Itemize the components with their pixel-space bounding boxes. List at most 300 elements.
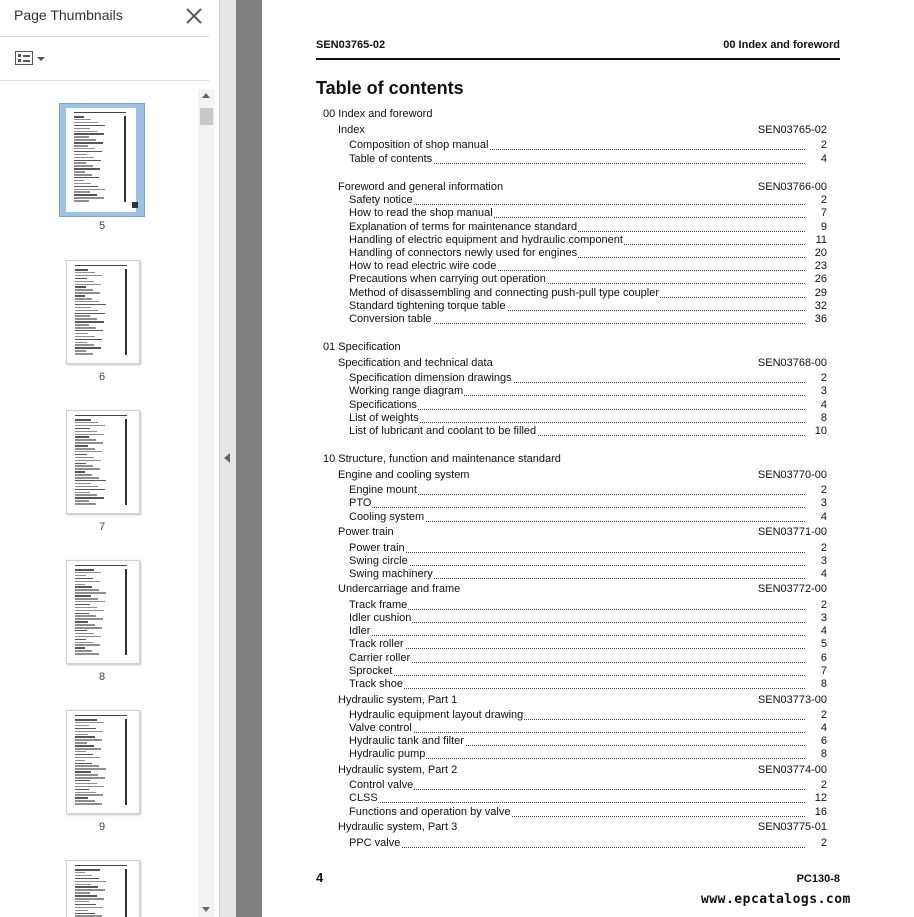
toc-entry-page: 7 [820, 207, 827, 219]
thumbnail-text-line [75, 572, 101, 574]
thumbnail-text-line [75, 336, 95, 338]
thumbnail-text-line [75, 719, 97, 721]
thumbnail-header-line [74, 112, 126, 113]
thumbnail-text-line [75, 465, 93, 467]
thumbnail-page-label: 9 [98, 821, 106, 833]
thumbnail-text-line [74, 165, 93, 167]
toc-section-code: SEN03768-00 [757, 357, 827, 369]
thumbnail-text-line [75, 792, 96, 794]
thumbnail-text-line [75, 604, 90, 606]
thumbnail-text-line [75, 627, 102, 629]
toc-entry-page: 4 [820, 511, 827, 523]
thumbnail-text-line [75, 425, 105, 427]
toc-section [338, 821, 828, 834]
toc-entry-title: Valve control [349, 722, 412, 734]
toc-section [338, 694, 828, 707]
thumbnail-text-line [75, 803, 102, 805]
thumbnail-text-line [75, 284, 101, 286]
toc-entry-title: Engine mount [349, 484, 417, 496]
toc-entry-page: 2 [820, 194, 827, 206]
toc-entry-title: Hydraulic tank and filter [349, 735, 464, 747]
thumbnail-text-line [75, 647, 85, 649]
thumbnail-text-line [75, 451, 102, 453]
thumbnail-page-image [67, 411, 139, 513]
thumbnail-text-line [75, 460, 101, 462]
thumbnail-text-line [75, 342, 87, 344]
toc-entry-page: 5 [820, 638, 827, 650]
thumbnail-text-line [75, 315, 90, 317]
thumbnail-page-image [67, 711, 139, 813]
dot-leader [349, 552, 805, 553]
thumbnail-text-line [74, 136, 89, 138]
thumbnail-text-line [75, 578, 93, 580]
thumbnail-text-line [74, 145, 88, 147]
toc-entry-page: 8 [820, 748, 827, 760]
toc-entry-title: Idler cushion [349, 612, 412, 624]
thumbnail-text-line [75, 428, 90, 430]
toc-entry [349, 300, 829, 313]
thumbnail-page-label: 5 [98, 220, 106, 232]
thumbnail-text-line [75, 272, 95, 274]
thumbnail-text-line [75, 895, 97, 897]
toc-entry [349, 247, 829, 260]
toc-entry [349, 779, 829, 792]
toc-entry-page: 2 [820, 779, 827, 791]
table-of-contents [262, 0, 914, 917]
thumbnail-text-line [75, 736, 95, 738]
thumbnail-text-line [74, 142, 103, 144]
thumbnail-list [0, 81, 197, 917]
toc-entry-title: Carrier roller [349, 652, 411, 664]
toc-entry-title: How to read the shop manual [349, 207, 493, 219]
thumbnail-page-column [125, 269, 127, 355]
toc-entry-page: 3 [820, 497, 827, 509]
thumbnail-text-line [75, 774, 98, 776]
toc-section-code: SEN03766-00 [757, 181, 827, 193]
thumbnail-text-line [75, 754, 93, 756]
toc-entry [349, 625, 829, 638]
dot-leader [349, 507, 805, 508]
thumbnail-text-line [75, 278, 87, 280]
thumbnail-text-line [74, 151, 102, 153]
thumbnail-text-line [75, 434, 104, 436]
toc-entry [349, 542, 829, 555]
thumbnail-text-line [74, 197, 104, 199]
thumbnail-text-line [75, 500, 89, 502]
toc-entry [349, 412, 829, 425]
toc-section [338, 181, 828, 194]
thumbnail-text-line [75, 881, 106, 883]
toc-entry-page: 2 [820, 599, 827, 611]
toc-entry-title: Handling of connectors newly used for engines [349, 247, 578, 259]
toc-entry-page: 36 [814, 313, 827, 325]
toc-entry-page: 3 [820, 385, 827, 397]
thumbnail-text-line [75, 581, 100, 583]
toc-entry [349, 194, 829, 207]
thumbnail-text-line [74, 186, 98, 188]
thumbnail-text-line [75, 448, 95, 450]
toc-section-code: SEN03775-01 [757, 821, 827, 833]
thumbnail-text-line [74, 133, 104, 135]
toc-entry-title: Explanation of terms for maintenance standard [349, 221, 578, 233]
thumbnail-page-image [67, 861, 139, 917]
page-thumbnail[interactable] [66, 260, 140, 364]
thumbnail-text-line [74, 183, 91, 185]
scroll-down-icon[interactable] [202, 907, 210, 912]
toc-section [338, 357, 828, 370]
toc-section-code: SEN03772-00 [757, 583, 827, 595]
thumbnail-text-line [75, 615, 96, 617]
toc-entry [349, 260, 829, 273]
toc-entry-page: 8 [820, 678, 827, 690]
thumbnail-text-line [75, 275, 102, 277]
thumbnail-text-line [75, 575, 86, 577]
thumbnail-text-line [75, 419, 91, 421]
thumbnail-text-line [74, 116, 84, 118]
thumbnail-text-line [74, 160, 101, 162]
thumbnail-text-line [75, 339, 102, 341]
thumbnail-text-line [75, 483, 91, 485]
toc-entry-title: Sprocket [349, 665, 393, 677]
toc-entry-title: Track shoe [349, 678, 404, 690]
thumbnail-text-line [75, 734, 88, 736]
thumbnail-text-line [74, 131, 97, 133]
toc-entry-page: 9 [820, 221, 827, 233]
toc-section-title: Index [338, 124, 365, 136]
toc-entry-page: 26 [814, 273, 827, 285]
thumbnails-panel [0, 0, 220, 917]
toc-entry-title: Power train [349, 542, 405, 554]
thumbnail-text-line [75, 777, 105, 779]
thumbnail-text-line [75, 901, 89, 903]
toc-entry-page: 2 [820, 484, 827, 496]
dot-leader [349, 565, 805, 566]
thumbnail-text-line [75, 318, 97, 320]
toc-entry-page: 12 [814, 792, 827, 804]
thumbnail-text-line [75, 636, 101, 638]
thumbnail-text-line [75, 457, 94, 459]
toc-entry [349, 425, 829, 438]
toc-group-heading: 01 Specification [323, 341, 401, 353]
thumbnail-text-line [75, 324, 89, 326]
toc-entry-page: 11 [815, 234, 827, 246]
thumbnail-text-line [74, 162, 86, 164]
thumbnail-page-label: 6 [98, 371, 106, 383]
thumbnail-text-line [74, 174, 92, 176]
toc-entry-title: Hydraulic equipment layout drawing [349, 709, 524, 721]
thumbnail-header-line [75, 715, 127, 716]
toc-section-title: Hydraulic system, Part 3 [338, 821, 458, 833]
thumbnail-text-line [75, 298, 92, 300]
thumbnail-text-line [75, 757, 100, 759]
thumbnail-text-line [75, 745, 94, 747]
toc-entry-title: Cooling system [349, 511, 425, 523]
toc-section-title: Hydraulic system, Part 1 [338, 694, 458, 706]
toc-entry [349, 735, 829, 748]
thumbnail-text-line [75, 869, 100, 871]
toc-entry [349, 399, 829, 412]
toc-entry-title: Working range diagram [349, 385, 464, 397]
thumbnail-text-line [75, 768, 106, 770]
thumbnail-text-line [75, 463, 86, 465]
thumbnail-text-line [75, 494, 97, 496]
thumbnail-page-image [67, 261, 139, 363]
thumbnail-page-label: 7 [98, 521, 106, 533]
thumbnail-text-line [75, 595, 91, 597]
thumbnail-text-line [75, 468, 100, 470]
header-section-title: 00 Index and foreword [723, 39, 840, 51]
thumbnail-text-line [75, 884, 91, 886]
toc-entry-page: 10 [814, 425, 827, 437]
thumbnail-text-line [74, 128, 90, 130]
thumbnail-text-line [74, 119, 91, 121]
thumbnail-text-line [75, 780, 90, 782]
thumbnail-page-column [124, 116, 126, 202]
toc-entry-title: List of lubricant and coolant to be filled [349, 425, 537, 437]
thumbnail-text-line [75, 569, 94, 571]
toc-entry-title: Table of contents [349, 153, 433, 165]
thumbnail-text-line [75, 592, 106, 594]
thumbnail-text-line [75, 886, 98, 888]
toc-entry [349, 372, 829, 385]
thumbnail-text-line [74, 200, 89, 202]
toc-entry [349, 652, 829, 665]
thumbnail-text-line [75, 442, 103, 444]
toc-group-heading: 00 Index and foreword [323, 108, 433, 120]
panel-splitter[interactable] [220, 0, 236, 917]
thumbnail-text-line [75, 644, 100, 646]
thumbnail-text-line [75, 454, 87, 456]
thumbnail-text-line [75, 289, 93, 291]
scroll-up-icon[interactable] [202, 93, 210, 98]
thumbnail-text-line [75, 904, 96, 906]
page-thumbnail[interactable] [66, 560, 140, 664]
dot-leader [349, 847, 805, 848]
thumbnail-text-line [75, 347, 101, 349]
toc-entry [349, 555, 829, 568]
toc-entry [349, 709, 829, 722]
toc-entry-title: PPC valve [349, 837, 401, 849]
thumbnail-text-line [75, 313, 105, 315]
page-title: Table of contents [316, 78, 464, 98]
toc-section [338, 469, 828, 482]
thumbnail-text-line [74, 139, 96, 141]
toc-entry [349, 678, 829, 691]
dot-leader [349, 204, 805, 205]
toc-entry [349, 568, 829, 581]
thumbnail-text-line [74, 154, 87, 156]
thumbnail-text-line [75, 639, 86, 641]
close-icon[interactable] [183, 5, 205, 27]
thumbnail-text-line [75, 584, 85, 586]
thumbnail-text-line [75, 751, 86, 753]
toc-entry-page: 2 [820, 139, 827, 151]
page-thumbnail[interactable] [66, 860, 140, 917]
thumbnail-text-line [75, 333, 88, 335]
thumbnail-text-line [75, 642, 93, 644]
toc-entry-title: Handling of electric equipment and hydraulic component [349, 234, 623, 246]
toc-entry-title: Track roller [349, 638, 404, 650]
thumbnail-text-line [75, 350, 86, 352]
thumbnail-text-line [75, 480, 106, 482]
toc-entry-page: 16 [814, 806, 827, 818]
document-viewer[interactable] [236, 0, 914, 917]
thumbnail-text-line [75, 436, 89, 438]
toc-entry-page: 2 [820, 542, 827, 554]
toc-group-heading: 10 Structure, function and maintenance standard [323, 453, 561, 465]
header-document-code: SEN03765-02 [316, 39, 386, 51]
thumbnail-text-line [74, 194, 97, 196]
toc-entry-page: 32 [814, 300, 827, 312]
toc-entry-page: 4 [820, 568, 827, 580]
thumbnail-text-line [75, 344, 94, 346]
toc-entry-title: CLSS [349, 792, 378, 804]
toc-entry [349, 313, 829, 326]
thumbnail-text-line [75, 489, 105, 491]
toc-entry [349, 273, 829, 286]
toc-section-title: Specification and technical data [338, 357, 493, 369]
thumbnail-text-line [75, 630, 87, 632]
toc-section-code: SEN03771-00 [757, 526, 827, 538]
thumbnail-text-line [74, 177, 99, 179]
thumbnail-text-line [75, 878, 99, 880]
dot-leader [349, 789, 805, 790]
resize-handle-icon [132, 202, 138, 208]
thumbnail-text-line [75, 601, 105, 603]
thumbnail-text-line [75, 589, 99, 591]
toc-section-title: Engine and cooling system [338, 469, 470, 481]
thumbnail-text-line [75, 492, 90, 494]
thumbnail-page-column [125, 719, 127, 805]
collapse-panel-icon[interactable] [224, 453, 230, 463]
thumbnail-page-column [125, 419, 127, 505]
toc-entry-page: 2 [820, 372, 827, 384]
thumbnail-text-line [75, 621, 88, 623]
thumbnail-text-line [75, 586, 92, 588]
toc-entry-title: List of weights [349, 412, 419, 424]
thumbnail-text-line [74, 191, 90, 193]
thumbnail-text-line [75, 281, 94, 283]
thumbnail-text-line [74, 157, 94, 159]
toc-entry-page: 4 [820, 399, 827, 411]
dot-leader [349, 622, 805, 623]
toc-entry-title: Swing circle [349, 555, 408, 567]
toc-section-title: Foreword and general information [338, 181, 504, 193]
toc-section-code: SEN03773-00 [757, 694, 827, 706]
thumbnail-text-line [75, 786, 104, 788]
page-thumbnail[interactable] [66, 410, 140, 514]
toc-entry-title: Specification dimension drawings [349, 372, 512, 384]
toc-entry [349, 722, 829, 735]
toc-section [338, 124, 828, 137]
thumbnail-text-line [75, 760, 85, 762]
toc-entry [349, 385, 829, 398]
page-thumbnail[interactable] [59, 103, 145, 217]
thumbnail-text-line [75, 613, 89, 615]
thumbnail-text-line [75, 725, 89, 727]
toc-entry-title: Composition of shop manual [349, 139, 489, 151]
thumbnail-text-line [75, 913, 95, 915]
toc-entry-page: 2 [820, 837, 827, 849]
toc-entry-title: Precautions when carrying out operation [349, 273, 546, 285]
panel-scrollbar[interactable] [198, 89, 215, 917]
toc-entry [349, 837, 829, 850]
watermark: www.epcatalogs.com [701, 892, 851, 907]
thumbnail-text-line [75, 783, 97, 785]
thumbnail-page-column [125, 869, 127, 917]
toc-entry [349, 497, 829, 510]
thumbnail-header-line [75, 265, 127, 266]
panel-title: Page Thumbnails [14, 7, 123, 23]
toc-entry [349, 287, 829, 300]
thumbnail-text-line [75, 607, 97, 609]
thumbnail-text-line [75, 763, 92, 765]
thumbnail-options-icon[interactable] [15, 49, 49, 69]
thumbnail-text-line [75, 610, 104, 612]
toc-entry-title: Safety notice [349, 194, 413, 206]
thumbnail-text-line [75, 797, 88, 799]
thumbnail-text-line [75, 295, 85, 297]
thumbnail-text-line [75, 794, 103, 796]
toc-section-code: SEN03770-00 [757, 469, 827, 481]
toc-entry-page: 23 [814, 260, 827, 272]
thumbnail-page-image [66, 108, 136, 212]
dot-leader [349, 732, 805, 733]
thumbnail-text-line [75, 872, 85, 874]
toc-entry [349, 234, 829, 247]
thumbnail-text-line [75, 771, 91, 773]
toc-section-title: Undercarriage and frame [338, 583, 461, 595]
thumbnail-text-line [74, 168, 100, 170]
toc-entry-title: PTO [349, 497, 372, 509]
toc-entry [349, 748, 829, 761]
toc-entry-page: 3 [820, 555, 827, 567]
toc-entry-title: Conversion table [349, 313, 432, 325]
document-page [262, 0, 914, 917]
page-thumbnail[interactable] [66, 710, 140, 814]
toc-entry-title: How to read electric wire code [349, 260, 497, 272]
toc-entry [349, 221, 829, 234]
thumbnail-text-line [75, 907, 103, 909]
toc-entry-page: 4 [820, 153, 827, 165]
dot-leader [349, 648, 805, 649]
thumbnail-text-line [75, 445, 88, 447]
thumbnail-text-line [75, 598, 98, 600]
thumbnail-text-line [75, 330, 103, 332]
toc-entry-title: Hydraulic pump [349, 748, 426, 760]
thumbnail-text-line [74, 148, 95, 150]
toc-entry-page: 3 [820, 612, 827, 624]
toc-entry-title: Standard tightening torque table [349, 300, 506, 312]
toc-section [338, 526, 828, 539]
thumbnail-text-line [75, 892, 90, 894]
scrollbar-thumb[interactable] [200, 108, 213, 125]
toc-entry [349, 792, 829, 805]
thumbnail-text-line [75, 728, 96, 730]
thumbnail-text-line [75, 875, 92, 877]
thumbnail-text-line [75, 789, 89, 791]
thumbnail-page-label: 8 [98, 671, 106, 683]
toc-entry [349, 612, 829, 625]
thumbnail-header-line [75, 865, 127, 866]
thumbnail-header-line [75, 415, 127, 416]
dot-leader [349, 662, 805, 663]
thumbnail-text-line [75, 310, 98, 312]
thumbnail-text-line [74, 122, 98, 124]
toc-entry-page: 8 [820, 412, 827, 424]
toc-entry-page: 4 [820, 625, 827, 637]
panel-toolbar [0, 37, 209, 81]
